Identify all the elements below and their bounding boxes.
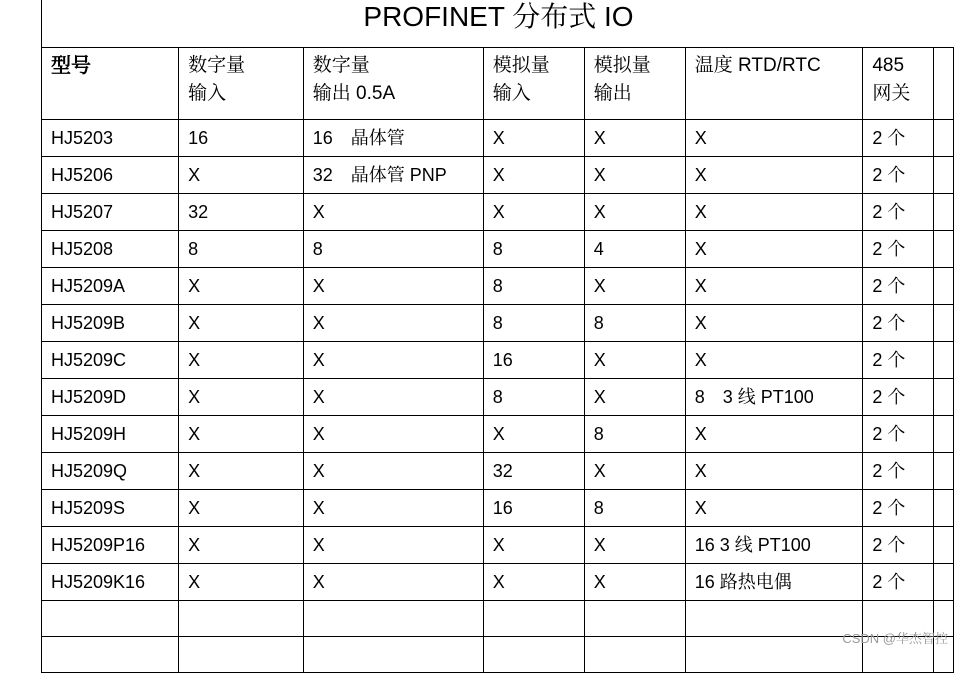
column-header-line: 485 <box>872 55 905 76</box>
table-cell: 2 个 <box>863 453 934 490</box>
table-cell: 8 <box>303 231 483 268</box>
table-cell: X <box>303 564 483 601</box>
model-cell: HJ5209A <box>42 268 179 305</box>
model-cell: HJ5209C <box>42 342 179 379</box>
table-cell: 32 <box>483 453 584 490</box>
table-edge-cell <box>934 342 954 379</box>
header-row <box>42 48 954 120</box>
column-header <box>303 48 483 120</box>
table-cell: X <box>303 379 483 416</box>
table-cell: X <box>179 379 304 416</box>
table-edge-cell <box>934 194 954 231</box>
table-cell: 2 个 <box>863 268 934 305</box>
table-cell: 8 <box>483 305 584 342</box>
column-header-line: 输入 <box>492 83 531 104</box>
table-cell: 16 路热电偶 <box>685 564 863 601</box>
model-cell <box>42 637 179 673</box>
table-cell: X <box>685 120 863 157</box>
column-header-line: 模拟量 <box>492 55 550 76</box>
table-cell: X <box>483 120 584 157</box>
table-cell <box>483 601 584 637</box>
table-cell: 16 3 线 PT100 <box>685 527 863 564</box>
table-cell: 16 <box>483 490 584 527</box>
model-cell: HJ5209D <box>42 379 179 416</box>
table-cell <box>303 637 483 673</box>
table-cell <box>179 637 304 673</box>
table-cell: X <box>179 564 304 601</box>
table-cell: X <box>685 268 863 305</box>
table-cell: 2 个 <box>863 564 934 601</box>
table-cell: 8 <box>483 379 584 416</box>
table-cell: X <box>179 157 304 194</box>
table-cell: X <box>483 416 584 453</box>
table-edge-cell <box>934 231 954 268</box>
column-header <box>483 48 584 120</box>
table-cell: X <box>179 342 304 379</box>
table-row <box>42 268 954 305</box>
table-cell <box>685 601 863 637</box>
table-cell: 2 个 <box>863 416 934 453</box>
model-cell: HJ5203 <box>42 120 179 157</box>
table-edge-cell <box>934 48 954 120</box>
table-cell: X <box>685 157 863 194</box>
table-cell: 16 <box>483 342 584 379</box>
table-edge-cell <box>934 564 954 601</box>
column-header <box>179 48 304 120</box>
table-cell: X <box>303 194 483 231</box>
model-cell: HJ5206 <box>42 157 179 194</box>
table-edge-cell <box>934 453 954 490</box>
column-header <box>685 48 863 120</box>
column-header-line: 网关 <box>872 83 911 104</box>
table-cell: X <box>685 194 863 231</box>
table-cell: X <box>179 268 304 305</box>
model-cell: HJ5207 <box>42 194 179 231</box>
table-cell: X <box>685 416 863 453</box>
table-cell: X <box>303 305 483 342</box>
table-cell: X <box>584 527 685 564</box>
column-header-line: 输出 <box>593 83 632 104</box>
column-header-line: 模拟量 <box>593 55 651 76</box>
table-edge-cell <box>934 490 954 527</box>
table-cell: 2 个 <box>863 342 934 379</box>
table-cell: X <box>685 453 863 490</box>
table-cell: X <box>584 453 685 490</box>
table-cell: X <box>584 342 685 379</box>
table-row <box>42 490 954 527</box>
table-row <box>42 416 954 453</box>
table-row <box>42 379 954 416</box>
table-cell: 2 个 <box>863 120 934 157</box>
column-header <box>584 48 685 120</box>
table-cell: X <box>584 120 685 157</box>
table-cell: 2 个 <box>863 194 934 231</box>
table-cell: 2 个 <box>863 231 934 268</box>
table-cell: 16 <box>179 120 304 157</box>
model-cell: HJ5209P16 <box>42 527 179 564</box>
table-cell: 2 个 <box>863 379 934 416</box>
model-cell: HJ5209K16 <box>42 564 179 601</box>
table-cell <box>179 601 304 637</box>
table-cell: X <box>685 231 863 268</box>
table-row <box>42 637 954 673</box>
table-row <box>42 120 954 157</box>
table-cell: X <box>584 379 685 416</box>
model-cell: HJ5209H <box>42 416 179 453</box>
column-header-line: 温度 RTD/RTC <box>694 55 821 76</box>
table-cell: 8 <box>584 416 685 453</box>
table-edge-cell <box>934 157 954 194</box>
table-cell: X <box>303 490 483 527</box>
table-cell: 8 3 线 PT100 <box>685 379 863 416</box>
column-header <box>42 48 179 120</box>
table-cell: 8 <box>179 231 304 268</box>
table-cell: X <box>179 416 304 453</box>
document-title: PROFINET 分布式 IO <box>363 1 634 32</box>
table-cell <box>303 601 483 637</box>
table-body <box>42 48 954 673</box>
column-header-line: 输出 0.5A <box>312 83 396 104</box>
table-edge-cell <box>934 416 954 453</box>
column-header-line: 数字量 <box>188 55 246 76</box>
table-edge-cell <box>934 379 954 416</box>
table-cell: 32 晶体管 PNP <box>303 157 483 194</box>
table-cell: X <box>685 490 863 527</box>
table-cell: X <box>303 416 483 453</box>
table-row <box>42 601 954 637</box>
table-cell: X <box>179 527 304 564</box>
column-header-line: 数字量 <box>312 55 370 76</box>
table-cell: X <box>483 194 584 231</box>
table-cell: X <box>483 564 584 601</box>
table-edge-cell <box>934 268 954 305</box>
table-cell: X <box>303 268 483 305</box>
column-header-line: 输入 <box>188 83 227 104</box>
table-cell: 2 个 <box>863 527 934 564</box>
table-cell: X <box>179 305 304 342</box>
table-cell: 2 个 <box>863 305 934 342</box>
table-cell: X <box>584 564 685 601</box>
table-cell: 8 <box>483 268 584 305</box>
watermark: CSDN @华杰智控 <box>842 631 948 646</box>
table-cell: X <box>179 490 304 527</box>
table-cell: X <box>303 342 483 379</box>
table-cell: X <box>584 157 685 194</box>
table-edge-cell <box>934 305 954 342</box>
table-cell <box>483 637 584 673</box>
title-row <box>41 0 954 48</box>
table-cell: X <box>685 305 863 342</box>
table-cell: 32 <box>179 194 304 231</box>
model-cell: HJ5208 <box>42 231 179 268</box>
table-cell: 2 个 <box>863 490 934 527</box>
table-edge-cell <box>934 120 954 157</box>
model-cell <box>42 601 179 637</box>
table-cell: X <box>584 194 685 231</box>
table-row <box>42 305 954 342</box>
table-cell: 8 <box>584 305 685 342</box>
table-cell: X <box>303 453 483 490</box>
model-cell: HJ5209B <box>42 305 179 342</box>
table-cell: X <box>179 453 304 490</box>
table-cell: X <box>685 342 863 379</box>
table-row <box>42 231 954 268</box>
table-row <box>42 157 954 194</box>
model-cell: HJ5209Q <box>42 453 179 490</box>
model-cell: HJ5209S <box>42 490 179 527</box>
table-cell: 16 晶体管 <box>303 120 483 157</box>
table-cell: 8 <box>483 231 584 268</box>
table-cell <box>584 637 685 673</box>
table-row <box>42 194 954 231</box>
table-edge-cell <box>934 527 954 564</box>
table-cell <box>584 601 685 637</box>
column-header-line: 型号 <box>51 55 91 77</box>
product-table <box>41 47 954 673</box>
table-cell: 2 个 <box>863 157 934 194</box>
table-row <box>42 564 954 601</box>
table-cell <box>685 637 863 673</box>
table-cell: X <box>483 527 584 564</box>
table-row <box>42 453 954 490</box>
table-cell: X <box>303 527 483 564</box>
column-header <box>863 48 934 120</box>
table-cell: X <box>584 268 685 305</box>
table-cell: 4 <box>584 231 685 268</box>
table-cell: X <box>483 157 584 194</box>
table-row <box>42 527 954 564</box>
table-row <box>42 342 954 379</box>
table-cell: 8 <box>584 490 685 527</box>
